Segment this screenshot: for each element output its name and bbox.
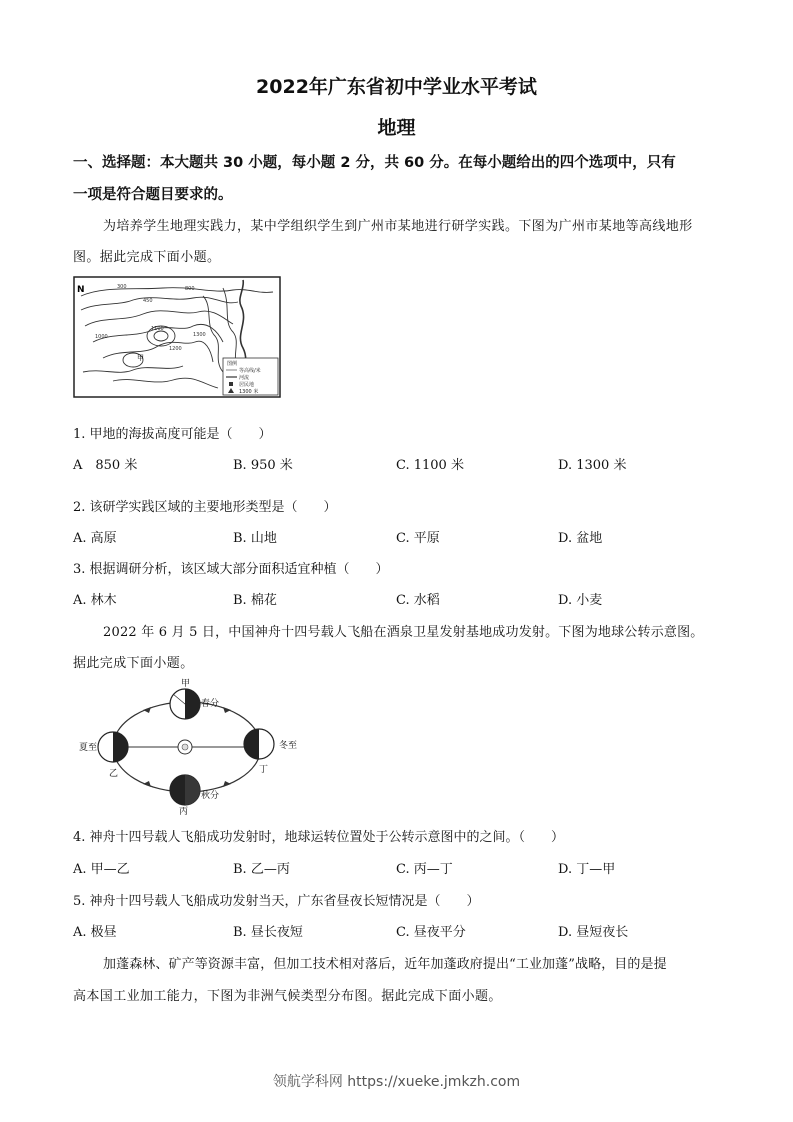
question-5: 5. 神舟十四号载人飞船成功发射当天，广东省昼夜长短情况是（ ） <box>73 894 480 909</box>
q4-option-a[interactable]: A. 甲—乙 <box>73 862 130 877</box>
page-title: 2022年广东省初中学业水平考试 <box>256 76 537 98</box>
north-arrow-label: N <box>77 285 85 295</box>
passage3-line2: 高本国工业加工能力，下图为非洲气候类型分布图。据此完成下面小题。 <box>73 989 502 1004</box>
orbit-label-yi: 乙 <box>109 769 119 779</box>
question-4: 4. 神舟十四号载人飞船成功发射时，地球运转位置处于公转示意图中的之间。（ ） <box>73 830 565 845</box>
orbit-label-ding: 丁 <box>259 765 269 775</box>
q3-option-d[interactable]: D. 小麦 <box>558 593 603 608</box>
passage2-line1: 2022 年 6 月 5 日，中国神舟十四号载人飞船在酒泉卫星发射基地成功发射。下图为地球公转示意图。 <box>103 625 704 640</box>
passage2-line2: 据此完成下面小题。 <box>73 656 194 671</box>
q1-option-b[interactable]: B. 950 米 <box>233 458 293 473</box>
q2-option-b[interactable]: B. 山地 <box>233 531 277 546</box>
q1-option-c[interactable]: C. 1100 米 <box>396 458 464 473</box>
svg-text:800: 800 <box>185 286 195 292</box>
section-heading-line1: 一、选择题：本大题共 30 小题，每小题 2 分，共 60 分。在每小题给出的四个选项中，只有 <box>73 155 676 171</box>
q5-option-d[interactable]: D. 昼短夜长 <box>558 925 629 940</box>
q3-option-c[interactable]: C. 水稻 <box>396 593 440 608</box>
earth-jia <box>170 689 200 719</box>
orbit-label-dongzhi: 冬至 <box>279 741 298 751</box>
question-1: 1. 甲地的海拔高度可能是（ ） <box>73 427 272 442</box>
svg-text:河流: 河流 <box>239 375 250 381</box>
question-3: 3. 根据调研分析，该区域大部分面积适宜种植（ ） <box>73 562 389 577</box>
orbit-label-jia: 甲 <box>181 679 191 689</box>
q3-option-a[interactable]: A. 林木 <box>73 593 117 608</box>
orbit-label-chunfen: 春分 <box>201 699 220 709</box>
contour-map-figure <box>73 276 281 398</box>
earth-ding <box>244 729 274 759</box>
svg-text:1300: 1300 <box>193 332 206 338</box>
orbit-label-qiufen: 秋分 <box>201 791 220 801</box>
svg-text:图例: 图例 <box>227 361 238 367</box>
svg-text:1100: 1100 <box>151 326 164 332</box>
q1-option-d[interactable]: D. 1300 米 <box>558 458 627 473</box>
q2-option-c[interactable]: C. 平原 <box>396 531 440 546</box>
question-2: 2. 该研学实践区域的主要地形类型是（ ） <box>73 500 337 515</box>
passage1-line1: 为培养学生地理实践力，某中学组织学生到广州市某地进行研学实践。下图为广州市某地等高线地形 <box>103 219 693 234</box>
svg-text:等高线/米: 等高线/米 <box>239 368 261 374</box>
section-heading-line2: 一项是符合题目要求的。 <box>73 187 233 203</box>
q4-option-c[interactable]: C. 丙—丁 <box>396 862 453 877</box>
earth-yi <box>98 732 128 762</box>
q5-option-c[interactable]: C. 昼夜平分 <box>396 925 466 940</box>
q3-option-b[interactable]: B. 棉花 <box>233 593 277 608</box>
svg-text:300: 300 <box>117 284 127 290</box>
earth-orbit-diagram <box>73 676 309 818</box>
q2-option-a[interactable]: A. 高原 <box>73 531 117 546</box>
q2-option-d[interactable]: D. 盆地 <box>558 531 603 546</box>
q5-option-a[interactable]: A. 极昼 <box>73 925 117 940</box>
passage3-line1: 加蓬森林、矿产等资源丰富，但加工技术相对落后，近年加蓬政府提出“工业加蓬”战略，目的是提 <box>103 957 667 972</box>
svg-text:居民地: 居民地 <box>239 382 255 388</box>
passage1-line2: 图。据此完成下面小题。 <box>73 250 221 265</box>
q4-option-b[interactable]: B. 乙—丙 <box>233 862 290 877</box>
svg-text:1200: 1200 <box>169 346 182 352</box>
orbit-label-bing: 丙 <box>179 807 189 817</box>
q5-option-b[interactable]: B. 昼长夜短 <box>233 925 303 940</box>
svg-text:450: 450 <box>143 298 153 304</box>
subject-title: 地理 <box>377 117 416 139</box>
map-label-jia: 甲 <box>137 354 144 362</box>
orbit-label-xiazhi: 夏至 <box>79 743 98 753</box>
earth-bing <box>170 775 200 805</box>
q1-option-a[interactable]: A 850 米 <box>73 458 138 473</box>
q4-option-d[interactable]: D. 丁—甲 <box>558 862 616 877</box>
footer-watermark[interactable]: 领航学科网 https://xueke.jmkzh.com <box>272 1074 521 1090</box>
svg-text:1000: 1000 <box>95 334 108 340</box>
svg-text:1300 米: 1300 米 <box>239 389 259 395</box>
